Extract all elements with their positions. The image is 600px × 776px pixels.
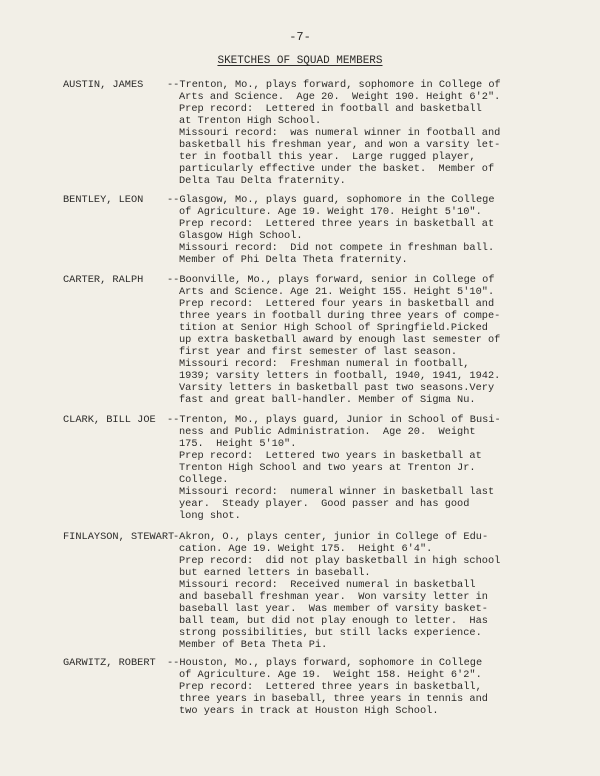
member-sketch	[167, 657, 564, 717]
sketch-line: --Trenton, Mo., plays guard, Junior in School of Busi-	[167, 414, 501, 426]
sketch-line: Missouri record: numeral winner in basketball last	[179, 486, 495, 498]
member-sketch	[173, 531, 564, 651]
sketch-line: Delta Tau Delta fraternity.	[179, 175, 346, 187]
sketch-line: up extra basketball award by enough last semester of	[179, 334, 501, 346]
sketch-line: --Glasgow, Mo., plays guard, sophomore in the College	[167, 194, 495, 206]
sketch-line: and baseball freshman year. Won varsity letter in	[179, 591, 488, 603]
sketch-line: --Boonville, Mo., plays forward, senior in College of	[167, 274, 495, 286]
sketch-line: Prep record: Lettered four years in basketball and	[179, 298, 495, 310]
page-number: -7-	[289, 30, 311, 44]
sketch-line: Varsity letters in basketball past two seasons.Very	[179, 382, 495, 394]
sketch-line: particularly effective under the basket. Member of	[179, 163, 495, 175]
sketch-line: of Agriculture. Age 19. Weight 158. Height 6'2".	[179, 669, 482, 681]
sketch-line: but earned letters in baseball.	[179, 567, 371, 579]
sketch-line: 1939; varsity letters in football, 1940, 1941, 1942.	[179, 370, 501, 382]
sketch-line: baseball last year. Was member of varsity basket-	[179, 603, 488, 615]
sketch-line: tition at Senior High School of Springfield.Picked	[179, 322, 488, 334]
sketch-line: Missouri record: was numeral winner in football and	[179, 127, 501, 139]
sketch-line: Member of Phi Delta Theta fraternity.	[179, 254, 408, 266]
sketch-line: cation. Age 19. Weight 175. Height 6'4".	[179, 543, 433, 555]
sketch-line: Arts and Science. Age 20. Weight 190. Height 6'2".	[179, 91, 501, 103]
sketch-line: College.	[179, 474, 229, 486]
member-sketch	[167, 194, 564, 266]
sketch-line: three years in baseball, three years in tennis and	[179, 693, 488, 705]
member-sketch	[167, 414, 564, 522]
member-name: CARTER, RALPH	[63, 274, 144, 286]
sketch-line: ness and Public Administration. Age 20. Weight	[179, 426, 476, 438]
sketch-line: long shot.	[179, 510, 241, 522]
sketch-line: Prep record: Lettered three years in basketball,	[179, 681, 482, 693]
member-name: FINLAYSON, STEWART	[63, 531, 175, 543]
sketch-line: Trenton High School and two years at Trenton Jr.	[179, 462, 476, 474]
sketch-line: Prep record: did not play basketball in high school	[179, 555, 501, 567]
sketch-line: -Akron, O., plays center, junior in College of Edu-	[173, 531, 489, 543]
sketch-line: ter in football this year. Large rugged player,	[179, 151, 476, 163]
sketch-line: Member of Beta Theta Pi.	[179, 639, 328, 651]
sketch-line: fast and great ball-handler. Member of Sigma Nu.	[179, 394, 476, 406]
sketch-line: --Trenton, Mo., plays forward, sophomore in College of	[167, 79, 501, 91]
sketch-line: Glasgow High School.	[179, 230, 303, 242]
sketch-line: Missouri record: Received numeral in basketball	[179, 579, 476, 591]
sketch-line: Prep record: Lettered two years in basketball at	[179, 450, 482, 462]
sketch-line: of Agriculture. Age 19. Weight 170. Height 5'10".	[179, 206, 482, 218]
member-name: BENTLEY, LEON	[63, 194, 144, 206]
sketch-line: --Houston, Mo., plays forward, sophomore in College	[167, 657, 483, 669]
member-sketch	[167, 274, 564, 406]
sketch-line: Prep record: Lettered in football and basketball	[179, 103, 482, 115]
sketch-line: basketball his freshman year, and won a varsity let-	[179, 139, 501, 151]
heading-text: SKETCHES OF SQUAD MEMBERS	[217, 55, 383, 67]
member-name: GARWITZ, ROBERT	[63, 657, 156, 669]
sketch-line: Missouri record: Freshman numeral in football,	[179, 358, 470, 370]
sketch-line: strong possibilities, but still lacks experience.	[179, 627, 482, 639]
sketch-line: at Trenton High School.	[179, 115, 322, 127]
member-name: AUSTIN, JAMES	[63, 79, 144, 91]
page-heading	[0, 55, 600, 67]
sketch-line: Missouri record: Did not compete in freshman ball.	[179, 242, 495, 254]
sketch-line: 175. Height 5'10".	[179, 438, 297, 450]
sketch-line: three years in football during three years of compe-	[179, 310, 501, 322]
sketch-line: ball team, but did not play enough to letter. Has	[179, 615, 488, 627]
sketch-line: two years in track at Houston High School.	[179, 705, 439, 717]
sketch-line: first year and first semester of last season.	[179, 346, 458, 358]
sketch-line: Prep record: Lettered three years in basketball at	[179, 218, 495, 230]
sketch-line: Arts and Science. Age 21. Weight 155. Height 5'10".	[179, 286, 495, 298]
member-name: CLARK, BILL JOE	[63, 414, 156, 426]
member-sketch	[167, 79, 564, 187]
sketch-line: year. Steady player. Good passer and has good	[179, 498, 470, 510]
